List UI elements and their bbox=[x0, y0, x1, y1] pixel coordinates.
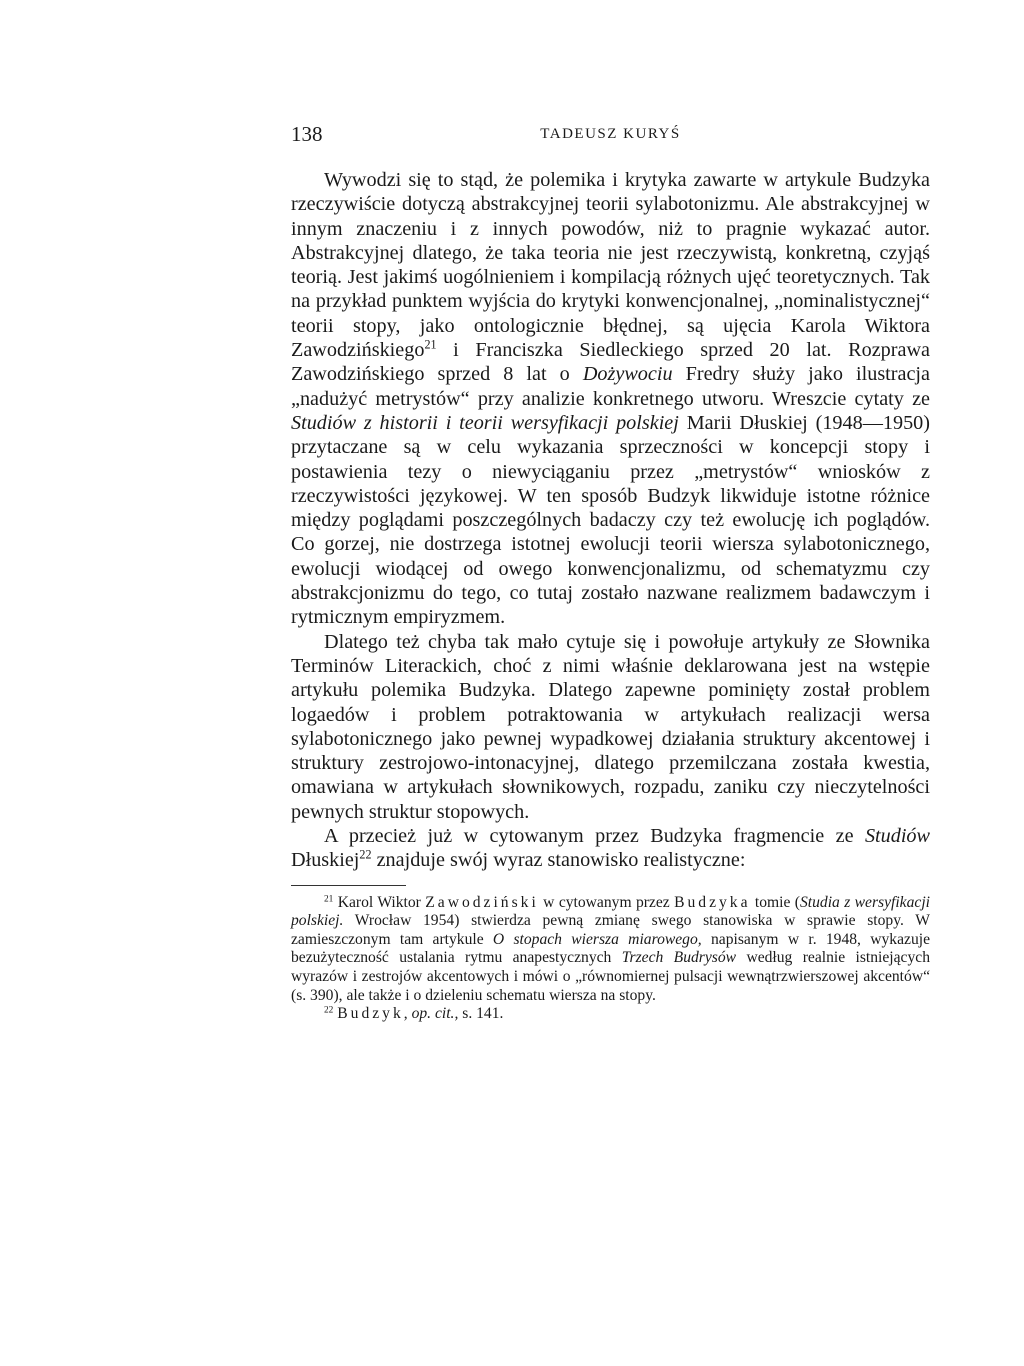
work-title-o-stopach: O stopach wiersza miarowego, bbox=[492, 930, 702, 948]
footnote-number-22: 22 bbox=[324, 1005, 334, 1016]
footnote-divider bbox=[291, 885, 406, 886]
footnote-22: $^{22}$ Budzyk, op. cit., s. 141. bbox=[324, 1005, 504, 1023]
paragraph-3: A przecież już w cytowanym przez Budzyka fragmencie ze Studiów Dłuskiej$^{22}$ znajduje swój wyraz stanowisko realistyczne: bbox=[291, 825, 930, 872]
author-name-budzyk: Budzyka bbox=[674, 893, 751, 911]
page-header bbox=[291, 122, 930, 152]
footnote-ref-22: 22 bbox=[359, 848, 372, 863]
work-title-studia-wersyfikacji: Studia z wersyfikacji polskiej. bbox=[291, 893, 930, 930]
work-title-dozywocie: Dożywociu bbox=[582, 363, 673, 386]
running-head: TADEUSZ KURYŚ bbox=[540, 126, 681, 142]
footnote-number-21: 21 bbox=[324, 894, 334, 904]
work-title-trzech-budrysow: Trzech Budrysów bbox=[621, 949, 737, 967]
paragraph-1: Wywodzi się to stąd, że polemika i krytyka zawarte w artykule Budzyka rzeczywiście dotyczą abstrakcyjnej teorii sylabotonizmu. Ale abstrakcyjnej w innym znaczeniu i z innych powodów, niż to pragnie wykazać autor. Abstrakcyjnej dlatego, że taka teoria nie jest rzeczywistą, konkretną, czyjąś teorią. Jest jakimś uogólnieniem i kompilacją różnych ujęć teoretycznych. Tak na przykład punktem wyjścia do krytyki konwencjonalnej, „nominalistycznej“ teorii stopy, jako ontologicznie błędnej, są ujęcia Karola Wiktora Zawodzińskiego$^{21}$ i Franciszka Siedleckiego sprzed 20 lat. Rozprawa Zawodzińskiego sprzed 8 lat o Dożywociu Fredry służy jako ilustracja „nadużyć metrystów“ przy analizie konkretnego utworu. Wreszcie cytaty ze Studiów z historii i teorii wersyfikacji polskiej Marii Dłuskiej (1948—1950) przytaczane są w celu wykazania sprzeczności w koncepcji stopy i postawienia tezy o niewyciąganiu przez „metrystów“ wniosków z rzeczywistości językowej. W ten sposób Budzyk likwiduje istotne różnice między poglądami poszczególnych badaczy czy też ewolucję ich poglądów. Co gorzej, nie dostrzega istotnej ewolucji teorii wiersza sylabotonicznego, ewolucji wiodącej od owego konwencjonalizmu, od schematyzmu czy abstrakcjonizmu do tego, co tutaj zostało nazwane realizmem badawczym i rytmicznym empiryzmem. bbox=[291, 169, 930, 629]
author-name-budzyk-2: Budzyk bbox=[337, 1005, 404, 1023]
page-number: 138 bbox=[291, 122, 323, 146]
footnotes bbox=[291, 894, 930, 1024]
work-title-studiow: Studiów bbox=[864, 825, 930, 848]
footnote-ref-21: 21 bbox=[424, 337, 437, 352]
body-text bbox=[291, 168, 930, 873]
page bbox=[291, 122, 930, 1024]
footnote-21: $^{21}$ Karol Wiktor Zawodziński w cytowanym przez Budzyka tomie (Studia z wersyfikacji polskiej. Wrocław 1954) stwierdza pewną zmianę swego stanowiska w sprawie stopy. W zamieszczonym tam artykule O stopach wiersza miarowego, napisanym w r. 1948, wykazuje bezużyteczność ustalania rytmu anapestycznych Trzech Budrysów według realnie istniejących wyrazów i zestrojów akcentowych i mówi o „równomiernej pulsacji wewnątrzwierszowej akcentów“ (s. 390), ale także i o dzieleniu schematu wiersza na stopy. bbox=[291, 893, 930, 1004]
paragraph-2: Dlatego też chyba tak mało cytuje się i powołuje artykuły ze Słownika Terminów Literackich, choć z nimi właśnie deklarowana jest na wstępie artykułu polemika Budzyka. Dlatego zapewne pominięty został problem logaedów i problem potraktowania w artykułach realizacji wersa sylabotonicznego jako pewnej wypadkowej działania struktury akcentowej i struktury zestrojowo-intonacyjnej, dlatego przemilczana została kwestia, omawiana w artykułach słownikowych, rozpadu, zaniku czy nieczytelności pewnych struktur stopowych. bbox=[291, 630, 930, 823]
op-cit: op. cit., bbox=[411, 1005, 459, 1023]
work-title-studia: Studiów z historii i teorii wersyfikacji polskiej bbox=[291, 411, 679, 434]
author-name-zawodzinski: Zawodziński bbox=[425, 893, 539, 911]
